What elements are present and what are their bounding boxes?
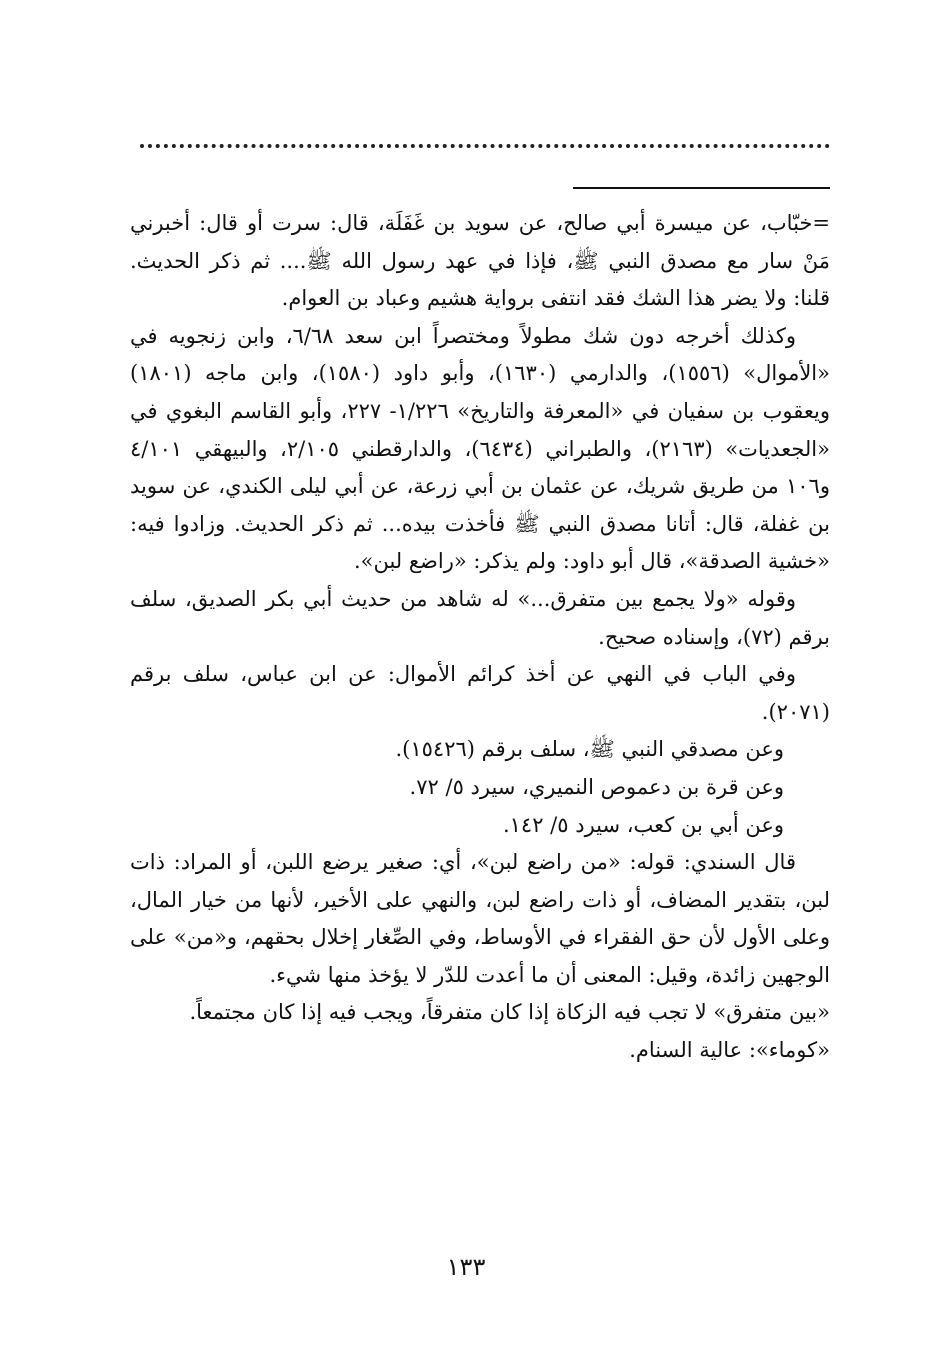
paragraph-chapter: وفي الباب في النهي عن أخذ كرائم الأموال: عن ابن عباس، سلف برقم (٢٠٧١).	[130, 662, 830, 724]
paragraph-sources: وكذلك أخرجه دون شك مطولاً ومختصراً ابن سعد ٦/٦٨، وابن زنجويه في «الأموال» (١٥٥٦)، والدارمي (١٦٣٠)، وأبو داود (١٥٨٠)، وابن ماجه (١٨٠١) ويعقوب بن سفيان في «المعرفة والتاريخ» ١/٢٢٦- ٢٢٧، وأبو القاسم البغوي في «الجعديات» (٢١٦٣)، والطبراني (٦٤٣٤)، والدارقطني ٢/١٠٥، والبيهقي ٤/١٠١ و١٠٦ من طريق شريك، عن عثمان بن أبي زرعة، عن أبي ليلى الكندي، عن سويد بن غفلة، قال: أتانا مصدق النبي ﷺ فأخذت بيده... ثم ذكر الحديث. وزادوا فيه: «خشية الصدقة»، قال أبو داود: ولم يذكر: «راضع لبن».	[130, 323, 830, 574]
dotted-separator	[140, 144, 830, 148]
paragraph-gloss-1: «بين متفرق» لا تجب فيه الزكاة إذا كان متفرقاً، ويجب فيه إذا كان مجتمعاً.	[189, 1000, 830, 1025]
paragraph-ref-1: وعن مصدقي النبي ﷺ، سلف برقم (١٥٤٢٦).	[395, 737, 784, 762]
paragraph-continuation: =خبّاب، عن ميسرة أبي صالح، عن سويد بن غَفَلَة، قال: سرت أو قال: أخبرني مَنْ سار مع مصدق النبي ﷺ، فإذا في عهد رسول الله ﷺ.... ثم ذكر الحديث. قلنا: ولا يضر هذا الشك فقد انتفى برواية هشيم وعباد بن العوام.	[130, 211, 830, 311]
page-number: ١٣٣	[446, 1253, 486, 1281]
paragraph-gloss-2: «كوماء»: عالية السنام.	[629, 1038, 830, 1063]
footnote-text	[130, 205, 830, 1070]
paragraph-witness: وقوله «ولا يجمع بين متفرق...» له شاهد من حديث أبي بكر الصديق، سلف برقم (٧٢)، وإسناده صحيح.	[130, 586, 830, 649]
footnote-rule	[573, 187, 830, 189]
paragraph-ref-2: وعن قرة بن دعموص النميري، سيرد ٥/ ٧٢.	[409, 774, 784, 799]
paragraph-ref-3: وعن أبي بن كعب، سيرد ٥/ ١٤٢.	[502, 812, 784, 837]
paragraph-sindi: قال السندي: قوله: «من راضع لبن»، أي: صغير يرضع اللبن، أو المراد: ذات لبن، بتقدير المضاف، أو ذات راضع لبن، والنهي على الأخير، لأنها من خيار المال، وعلى الأول لأن حق الفقراء في الأوساط، وفي الصِّغار إخلال بحقهم، و«من» على الوجهين زائدة، وقيل: المعنى أن ما أعدت للدّر لا يؤخذ منها شيء.	[130, 850, 830, 987]
